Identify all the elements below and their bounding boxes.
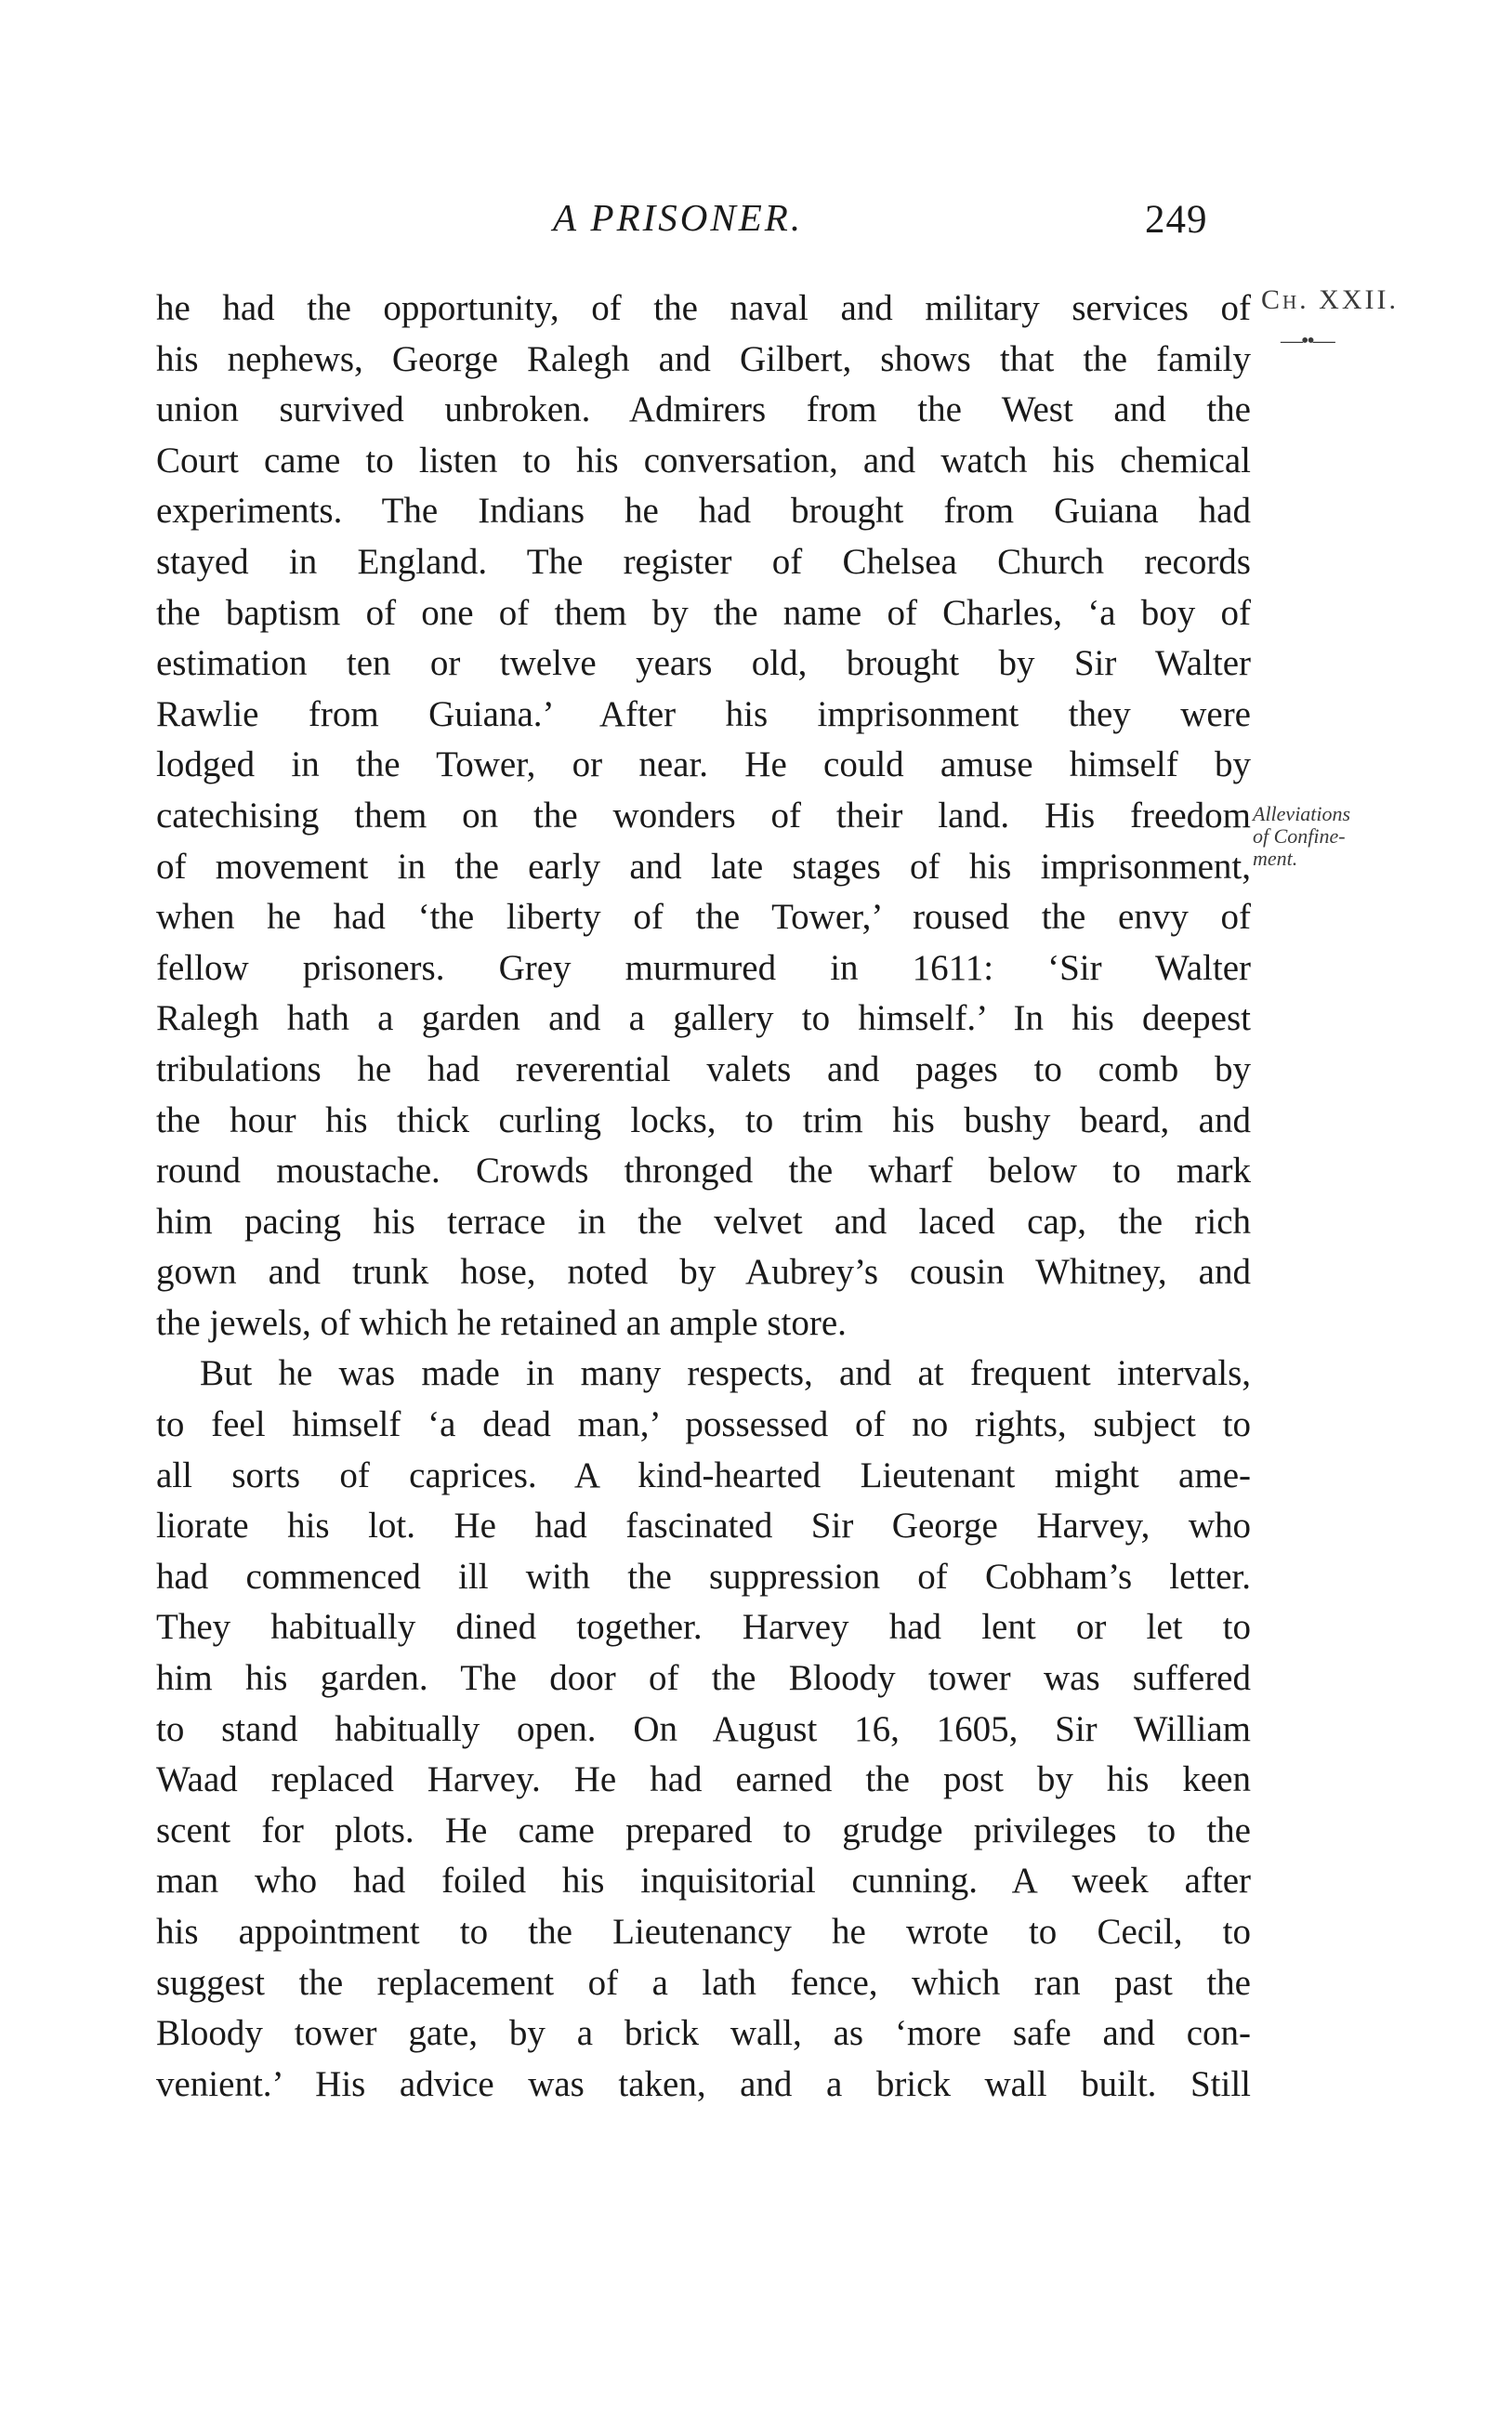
page-number: 249 bbox=[1145, 198, 1208, 242]
ornament-divider: —••— bbox=[1281, 329, 1334, 353]
text-line: to stand habitually open. On August 16, 1605, Sir William bbox=[156, 1708, 1251, 1749]
sidenote-line: of Confine- bbox=[1253, 824, 1346, 848]
text-line: experiments. The Indians he had brought from Guiana had bbox=[156, 491, 1251, 532]
text-line: tribulations he had reverential valets and pages to comb by bbox=[156, 1048, 1251, 1089]
text-line: Waad replaced Harvey. He had earned the post by his keen bbox=[156, 1759, 1251, 1800]
text-line: union survived unbroken. Admirers from the West and the bbox=[156, 389, 1251, 430]
margin-sidenote bbox=[1253, 803, 1420, 870]
text-line: gown and trunk hose, noted by Aubrey’s cousin Whitney, and bbox=[156, 1252, 1251, 1293]
text-line: lodged in the Tower, or near. He could amuse himself by bbox=[156, 744, 1251, 785]
text-line: But he was made in many respects, and at frequent intervals, bbox=[200, 1353, 1251, 1394]
text-line: venient.’ His advice was taken, and a brick wall built. Still bbox=[156, 2063, 1251, 2104]
text-line: Bloody tower gate, by a brick wall, as ‘more safe and con- bbox=[156, 2013, 1251, 2054]
text-line: scent for plots. He came prepared to grudge privileges to the bbox=[156, 1810, 1251, 1850]
text-line: estimation ten or twelve years old, brought by Sir Walter bbox=[156, 643, 1251, 684]
text-line: They habitually dined together. Harvey had lent or let to bbox=[156, 1607, 1251, 1648]
text-line: the jewels, of which he retained an ample store. bbox=[156, 1302, 847, 1343]
text-line: catechising them on the wonders of their land. His freedom bbox=[156, 795, 1251, 836]
text-line: his appointment to the Lieutenancy he wrote to Cecil, to bbox=[156, 1912, 1251, 1952]
running-title: A PRISONER. bbox=[553, 196, 804, 239]
text-line: man who had foiled his inquisitorial cunning. A week after bbox=[156, 1861, 1251, 1902]
text-line: to feel himself ‘a dead man,’ possessed of no rights, subject to bbox=[156, 1404, 1251, 1445]
text-line: him his garden. The door of the Bloody tower was suffered bbox=[156, 1658, 1251, 1699]
page-header bbox=[0, 195, 1512, 251]
text-line: fellow prisoners. Grey murmured in 1611: ‘Sir Walter bbox=[156, 947, 1251, 988]
text-line: round moustache. Crowds thronged the wharf below to mark bbox=[156, 1151, 1251, 1191]
sidenote-line: Alleviations bbox=[1253, 802, 1351, 825]
chapter-marker: Ch. XXII. bbox=[1261, 284, 1399, 315]
text-line: all sorts of caprices. A kind-hearted Lieutenant might ame- bbox=[156, 1455, 1251, 1495]
body-text bbox=[156, 283, 1251, 2110]
text-line: the hour his thick curling locks, to trim his bushy beard, and bbox=[156, 1099, 1251, 1140]
text-line: when he had ‘the liberty of the Tower,’ roused the envy of bbox=[156, 897, 1251, 938]
text-line: he had the opportunity, of the naval and military services of bbox=[156, 288, 1251, 328]
text-line: liorate his lot. He had fascinated Sir George Harvey, who bbox=[156, 1506, 1251, 1547]
text-line: Court came to listen to his conversation, and watch his chemical bbox=[156, 440, 1251, 480]
text-line: the baptism of one of them by the name of Charles, ‘a boy of bbox=[156, 592, 1251, 633]
text-line: of movement in the early and late stages of his imprisonment, bbox=[156, 846, 1251, 887]
text-line: Ralegh hath a garden and a gallery to himself.’ In his deepest bbox=[156, 998, 1251, 1039]
text-line: suggest the replacement of a lath fence, which ran past the bbox=[156, 1962, 1251, 2003]
text-line: his nephews, George Ralegh and Gilbert, shows that the family bbox=[156, 338, 1251, 379]
text-line: had commenced ill with the suppression of Cobham’s letter. bbox=[156, 1556, 1251, 1597]
text-line: stayed in England. The register of Chelsea Church records bbox=[156, 541, 1251, 582]
text-line: him pacing his terrace in the velvet and laced cap, the rich bbox=[156, 1201, 1251, 1242]
text-line: Rawlie from Guiana.’ After his imprisonment they were bbox=[156, 693, 1251, 734]
sidenote-line: ment. bbox=[1253, 847, 1298, 870]
